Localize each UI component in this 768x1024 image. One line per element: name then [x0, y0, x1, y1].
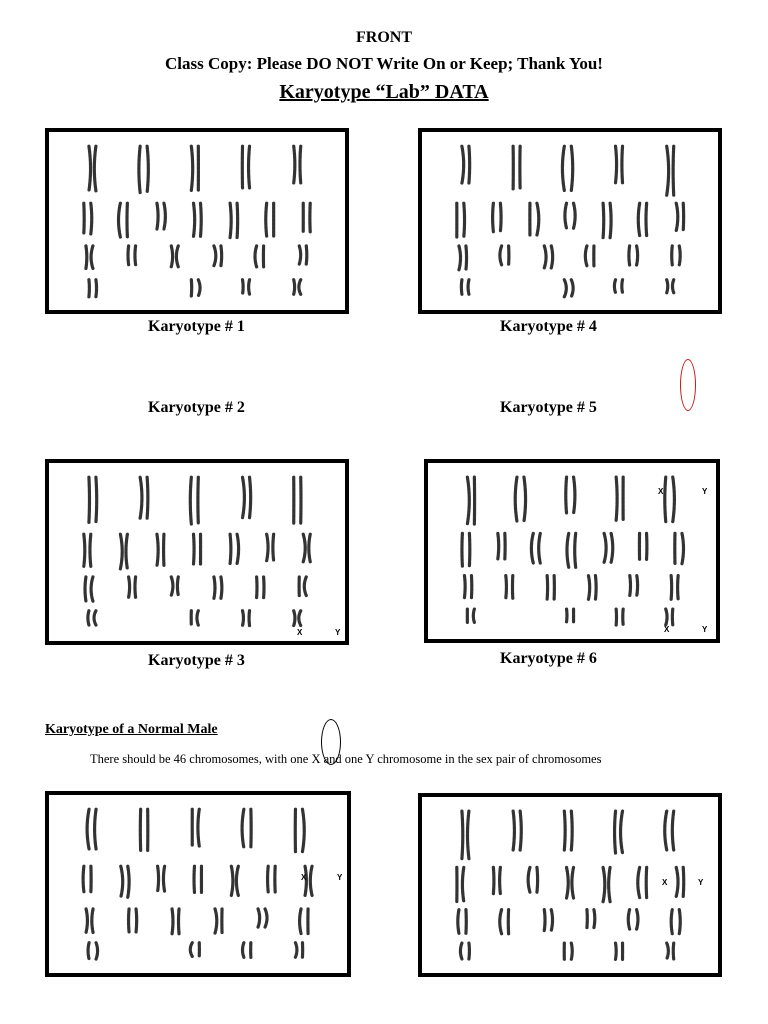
- chromosome-mark: [243, 611, 244, 626]
- karyotype-5-label: Karyotype # 5: [500, 399, 597, 416]
- sex-label-y: Y: [702, 625, 708, 634]
- chromosome-mark: [294, 280, 295, 295]
- chromosome-mark: [564, 811, 565, 850]
- chromosome-mark: [594, 910, 595, 928]
- chromosome-mark: [574, 477, 575, 513]
- chromosome-mark: [87, 809, 89, 849]
- chromosome-mark: [616, 943, 617, 959]
- chromosome-mark: [459, 246, 461, 270]
- chromosome-mark: [603, 867, 605, 901]
- chromosome-drawing: [422, 797, 718, 973]
- chromosome-mark: [190, 943, 192, 957]
- black-oval-annotation: [321, 719, 341, 765]
- sex-label-x: X: [301, 873, 307, 882]
- chromosome-mark: [177, 577, 178, 595]
- chromosome-mark: [120, 534, 122, 569]
- chromosome-mark: [537, 867, 538, 892]
- chromosome-mark: [574, 203, 576, 228]
- chromosome-mark: [616, 477, 617, 520]
- karyotype-4-image: [418, 128, 722, 314]
- chromosome-mark: [637, 246, 638, 265]
- chromosome-mark: [493, 203, 494, 231]
- chromosome-mark: [268, 866, 269, 892]
- chromosome-mark: [176, 246, 178, 267]
- chromosome-mark: [221, 246, 222, 266]
- chromosome-mark: [665, 477, 666, 522]
- chromosome-mark: [231, 866, 233, 895]
- chromosome-mark: [461, 280, 462, 295]
- karyotype-1-label: Karyotype # 1: [148, 318, 245, 335]
- chromosome-mark: [671, 910, 672, 934]
- sex-label-x: X: [297, 628, 303, 637]
- chromosome-mark: [537, 203, 539, 235]
- chromosome-mark: [126, 534, 127, 569]
- chromosome-mark: [562, 146, 564, 190]
- chromosome-mark: [171, 577, 173, 595]
- sex-label-x: X: [664, 625, 670, 634]
- chromosome-mark: [94, 611, 96, 625]
- chromosome-mark: [464, 576, 465, 598]
- chromosome-mark: [91, 203, 92, 234]
- chromosome-mark: [567, 867, 569, 898]
- chromosome-mark: [524, 477, 526, 521]
- sex-label-y: Y: [335, 628, 341, 637]
- chromosome-mark: [646, 203, 647, 235]
- chromosome-mark: [614, 280, 615, 293]
- chromosome-mark: [88, 943, 89, 959]
- chromosome-mark: [140, 477, 142, 518]
- sex-label-y: Y: [337, 873, 343, 882]
- chromosome-mark: [249, 146, 250, 188]
- chromosome-mark: [682, 533, 684, 563]
- chromosome-mark: [673, 146, 674, 195]
- chromosome-mark: [119, 203, 121, 237]
- chromosome-mark: [96, 477, 97, 522]
- chromosome-mark: [194, 203, 195, 236]
- chromosome-mark: [84, 534, 85, 566]
- chromosome-mark: [214, 577, 215, 598]
- chromosome-mark: [462, 811, 463, 859]
- chromosome-mark: [302, 809, 304, 851]
- chromosome-mark: [460, 943, 461, 959]
- chromosome-mark: [667, 146, 669, 195]
- chromosome-mark: [300, 146, 301, 183]
- chromosome-mark: [588, 576, 589, 600]
- chromosome-mark: [255, 246, 257, 267]
- chromosome-mark: [673, 477, 675, 522]
- chromosome-mark: [544, 246, 546, 268]
- sex-label-x: X: [662, 878, 668, 887]
- chromosome-mark: [615, 811, 616, 853]
- chromosome-mark: [544, 910, 545, 931]
- chromosome-mark: [571, 811, 572, 850]
- chromosome-mark: [571, 943, 572, 959]
- chromosome-drawing: [49, 795, 347, 973]
- chromosome-mark: [295, 943, 296, 957]
- chromosome-mark: [121, 866, 123, 897]
- normal-male-karyotype-1: [45, 791, 351, 977]
- chromosome-mark: [498, 533, 499, 558]
- chromosome-mark: [467, 477, 469, 524]
- chromosome-mark: [572, 867, 574, 898]
- chromosome-mark: [531, 533, 533, 563]
- chromosome-mark: [500, 203, 501, 231]
- chromosome-mark: [128, 866, 129, 897]
- chromosome-mark: [198, 280, 200, 296]
- karyotype-1-image: [45, 128, 349, 314]
- chromosome-mark: [464, 203, 465, 237]
- chromosome-drawing: [49, 132, 345, 310]
- chromosome-mark: [666, 609, 667, 625]
- chromosome-mark: [95, 809, 96, 849]
- chromosome-mark: [190, 477, 191, 524]
- chromosome-mark: [638, 203, 639, 235]
- chromosome-mark: [466, 246, 467, 270]
- chromosome-mark: [267, 534, 268, 560]
- sex-label-y: Y: [698, 878, 704, 887]
- chromosome-mark: [610, 203, 611, 237]
- chromosome-mark: [630, 576, 631, 596]
- chromosome-mark: [469, 146, 470, 183]
- chromosome-mark: [309, 534, 310, 562]
- chromosome-mark: [528, 867, 530, 892]
- sex-label-x-top: X: [658, 487, 664, 496]
- chromosome-mark: [266, 203, 267, 236]
- chromosome-mark: [616, 146, 617, 182]
- chromosome-mark: [473, 609, 474, 622]
- chromosome-mark: [665, 811, 667, 850]
- chromosome-mark: [513, 811, 514, 850]
- karyotype-6-label: Karyotype # 6: [500, 650, 597, 667]
- chromosome-mark: [249, 280, 250, 294]
- normal-male-karyotype-2: [418, 793, 722, 977]
- chromosome-mark: [585, 246, 587, 266]
- chromosome-mark: [237, 203, 238, 237]
- chromosome-mark: [676, 203, 678, 231]
- chromosome-mark: [89, 477, 90, 522]
- chromosome-mark: [198, 809, 199, 846]
- chromosome-mark: [230, 534, 231, 563]
- chromosome-mark: [622, 146, 623, 182]
- chromosome-mark: [83, 866, 84, 892]
- chromosome-mark: [500, 910, 502, 934]
- chromosome-mark: [539, 533, 541, 563]
- chromosome-mark: [89, 146, 91, 191]
- chromosome-mark: [679, 246, 680, 265]
- chromosome-mark: [310, 866, 312, 895]
- chromosome-mark: [637, 576, 638, 596]
- chromosome-mark: [129, 909, 130, 932]
- chromosome-mark: [575, 533, 576, 567]
- chromosome-mark: [197, 611, 198, 625]
- chromosome-mark: [139, 146, 140, 192]
- chromosome-mark: [243, 477, 245, 517]
- page-title: Karyotype “Lab” DATA: [279, 81, 489, 103]
- chromosome-mark: [294, 146, 295, 183]
- chromosome-mark: [201, 203, 202, 236]
- chromosome-mark: [86, 909, 87, 933]
- chromosome-mark: [468, 280, 469, 295]
- chromosome-mark: [94, 146, 96, 191]
- chromosome-mark: [564, 280, 566, 297]
- chromosome-mark: [194, 534, 195, 564]
- chromosome-mark: [667, 943, 669, 959]
- chromosome-mark: [621, 811, 623, 853]
- chromosome-mark: [96, 280, 97, 297]
- chromosome-mark: [493, 867, 494, 893]
- chromosome-drawing: [422, 132, 718, 310]
- chromosome-mark: [604, 533, 606, 562]
- chromosome-mark: [250, 477, 251, 517]
- chromosome-mark: [506, 576, 507, 599]
- chromosome-mark: [230, 203, 231, 237]
- chromosome-mark: [147, 146, 148, 192]
- karyotype-4-label: Karyotype # 4: [500, 318, 597, 335]
- chromosome-drawing: [428, 463, 716, 639]
- chromosome-mark: [157, 534, 158, 566]
- chromosome-mark: [221, 577, 222, 598]
- chromosome-mark: [672, 811, 673, 850]
- chromosome-mark: [191, 146, 192, 190]
- chromosome-drawing: [49, 463, 345, 641]
- chromosome-mark: [628, 910, 629, 930]
- chromosome-mark: [214, 246, 216, 266]
- chromosome-mark: [595, 576, 596, 600]
- normal-male-heading: Karyotype of a Normal Male: [45, 722, 218, 737]
- chromosome-mark: [638, 867, 640, 897]
- chromosome-mark: [294, 611, 295, 626]
- chromosome-mark: [273, 534, 274, 560]
- normal-male-note: There should be 46 chromosomes, with one X and one Y chromosome in the sex pair of chromosomes: [90, 752, 602, 766]
- chromosome-mark: [157, 203, 158, 229]
- chromosome-mark: [571, 280, 573, 297]
- chromosome-mark: [136, 909, 137, 932]
- chromosome-mark: [551, 246, 552, 268]
- chromosome-mark: [566, 477, 567, 513]
- header-front: FRONT: [356, 29, 412, 46]
- sex-label-y-top: Y: [702, 487, 708, 496]
- chromosome-mark: [458, 910, 459, 934]
- header-class-copy: Class Copy: Please DO NOT Write On or Keep; Thank You!: [165, 54, 603, 73]
- chromosome-mark: [147, 477, 148, 518]
- chromosome-mark: [265, 909, 267, 927]
- chromosome-mark: [242, 809, 244, 848]
- chromosome-mark: [304, 577, 306, 596]
- chromosome-mark: [300, 909, 301, 934]
- chromosome-mark: [158, 866, 159, 891]
- chromosome-mark: [299, 246, 300, 264]
- chromosome-mark: [303, 534, 305, 562]
- chromosome-mark: [258, 909, 260, 927]
- chromosome-mark: [609, 867, 610, 901]
- chromosome-mark: [91, 246, 93, 269]
- chromosome-mark: [611, 533, 613, 562]
- chromosome-mark: [629, 246, 630, 265]
- chromosome-mark: [171, 246, 172, 267]
- chromosome-mark: [468, 811, 469, 859]
- chromosome-mark: [179, 909, 180, 934]
- chromosome-mark: [500, 246, 502, 265]
- chromosome-mark: [172, 909, 173, 934]
- chromosome-mark: [243, 943, 244, 958]
- chromosome-mark: [679, 910, 680, 934]
- chromosome-mark: [676, 867, 678, 896]
- chromosome-mark: [667, 280, 668, 293]
- chromosome-mark: [637, 910, 638, 930]
- chromosome-mark: [520, 811, 521, 850]
- chromosome-mark: [96, 943, 98, 959]
- chromosome-mark: [672, 280, 673, 293]
- chromosome-mark: [500, 867, 501, 893]
- chromosome-mark: [551, 910, 552, 931]
- chromosome-mark: [462, 867, 463, 901]
- chromosome-mark: [567, 533, 569, 567]
- chromosome-mark: [237, 534, 238, 563]
- chromosome-mark: [215, 909, 217, 933]
- chromosome-mark: [135, 577, 136, 597]
- chromosome-mark: [129, 577, 130, 597]
- chromosome-mark: [163, 866, 164, 891]
- chromosome-mark: [135, 246, 136, 265]
- chromosome-mark: [462, 146, 464, 183]
- chromosome-mark: [672, 246, 673, 265]
- chromosome-mark: [299, 611, 301, 626]
- chromosome-mark: [571, 146, 572, 190]
- chromosome-mark: [603, 203, 604, 237]
- chromosome-mark: [306, 246, 307, 264]
- chromosome-mark: [92, 909, 93, 933]
- chromosome-mark: [85, 577, 86, 601]
- red-oval-annotation: [680, 359, 696, 411]
- chromosome-mark: [671, 576, 672, 600]
- chromosome-mark: [678, 576, 679, 600]
- karyotype-3-label: Karyotype # 3: [148, 652, 245, 669]
- chromosome-mark: [90, 534, 91, 566]
- chromosome-mark: [164, 203, 165, 229]
- chromosome-mark: [622, 280, 623, 293]
- chromosome-mark: [299, 280, 301, 295]
- chromosome-mark: [243, 280, 244, 294]
- chromosome-mark: [91, 577, 93, 601]
- chromosome-mark: [565, 203, 567, 228]
- karyotype-6-image: [424, 459, 720, 643]
- chromosome-mark: [236, 866, 238, 895]
- karyotype-3-image: [45, 459, 349, 645]
- chromosome-mark: [88, 611, 89, 625]
- chromosome-mark: [86, 246, 87, 269]
- karyotype-2-label: Karyotype # 2: [148, 399, 245, 416]
- chromosome-mark: [515, 477, 517, 521]
- chromosome-mark: [128, 246, 129, 265]
